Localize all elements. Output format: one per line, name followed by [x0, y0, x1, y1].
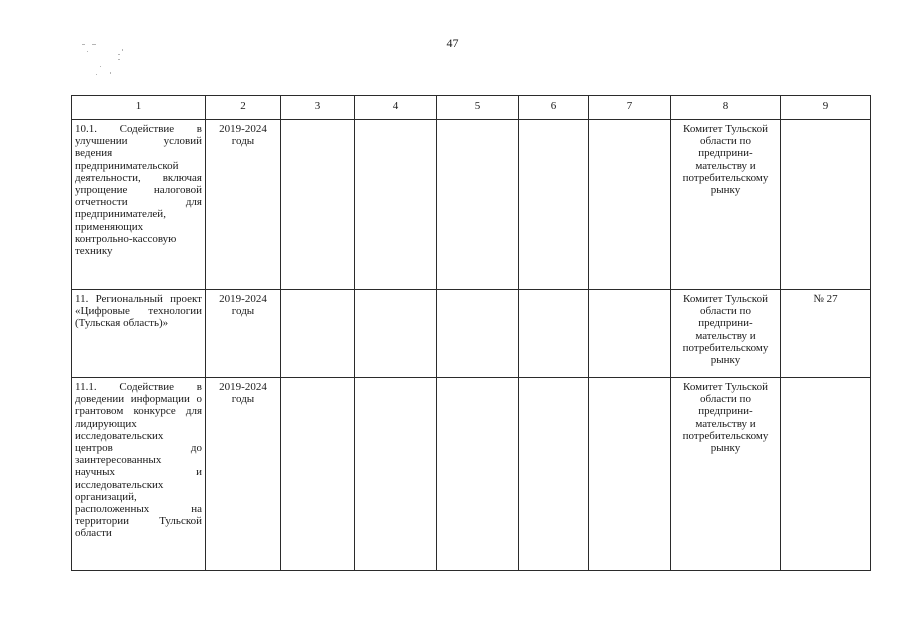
note-cell — [781, 378, 871, 571]
column-header: 7 — [589, 96, 671, 120]
column-header: 9 — [781, 96, 871, 120]
page-number: 47 — [446, 36, 459, 50]
empty-cell — [519, 120, 589, 290]
empty-cell — [281, 120, 355, 290]
column-header: 6 — [519, 96, 589, 120]
measure-name-cell: 10.1. Содействие в улучшении условий ведения предпринимательской деятельности, включая упрощение налоговой отчетности для предпринимателей, применяющих контрольно-кассовую технику — [72, 120, 206, 290]
responsible-cell: Комитет Тульской области по предприни- мательству и потребительскому рынку — [671, 290, 781, 378]
empty-cell — [437, 120, 519, 290]
empty-cell — [437, 378, 519, 571]
empty-cell — [589, 290, 671, 378]
responsible-cell: Комитет Тульской области по предприни- мательству и потребительскому рынку — [671, 120, 781, 290]
table-row — [72, 378, 871, 571]
period-cell: 2019-2024 годы — [206, 290, 281, 378]
period-cell: 2019-2024 годы — [206, 378, 281, 571]
note-cell — [781, 120, 871, 290]
column-header: 5 — [437, 96, 519, 120]
period-cell: 2019-2024 годы — [206, 120, 281, 290]
responsible-cell: Комитет Тульской области по предприни- мательству и потребительскому рынку — [671, 378, 781, 571]
empty-cell — [589, 120, 671, 290]
empty-cell — [589, 378, 671, 571]
table-row — [72, 290, 871, 378]
empty-cell — [355, 290, 437, 378]
empty-cell — [519, 290, 589, 378]
table-header-row — [72, 96, 871, 120]
scan-noise-marks — [78, 42, 128, 82]
empty-cell — [281, 290, 355, 378]
column-header: 8 — [671, 96, 781, 120]
column-header: 3 — [281, 96, 355, 120]
column-header: 4 — [355, 96, 437, 120]
table-row — [72, 120, 871, 290]
empty-cell — [355, 378, 437, 571]
empty-cell — [281, 378, 355, 571]
column-header: 2 — [206, 96, 281, 120]
empty-cell — [355, 120, 437, 290]
empty-cell — [519, 378, 589, 571]
plan-table — [71, 95, 871, 571]
column-header: 1 — [72, 96, 206, 120]
note-cell: № 27 — [781, 290, 871, 378]
empty-cell — [437, 290, 519, 378]
measure-name-cell: 11.1. Содействие в доведении информации о грантовом конкурсе для лидирующих исследовательских центров до заинтересованных научных и исследовательских организаций, расположенных на территории Тульской области — [72, 378, 206, 571]
measure-name-cell: 11. Региональный проект «Цифровые технологии (Тульская область)» — [72, 290, 206, 378]
